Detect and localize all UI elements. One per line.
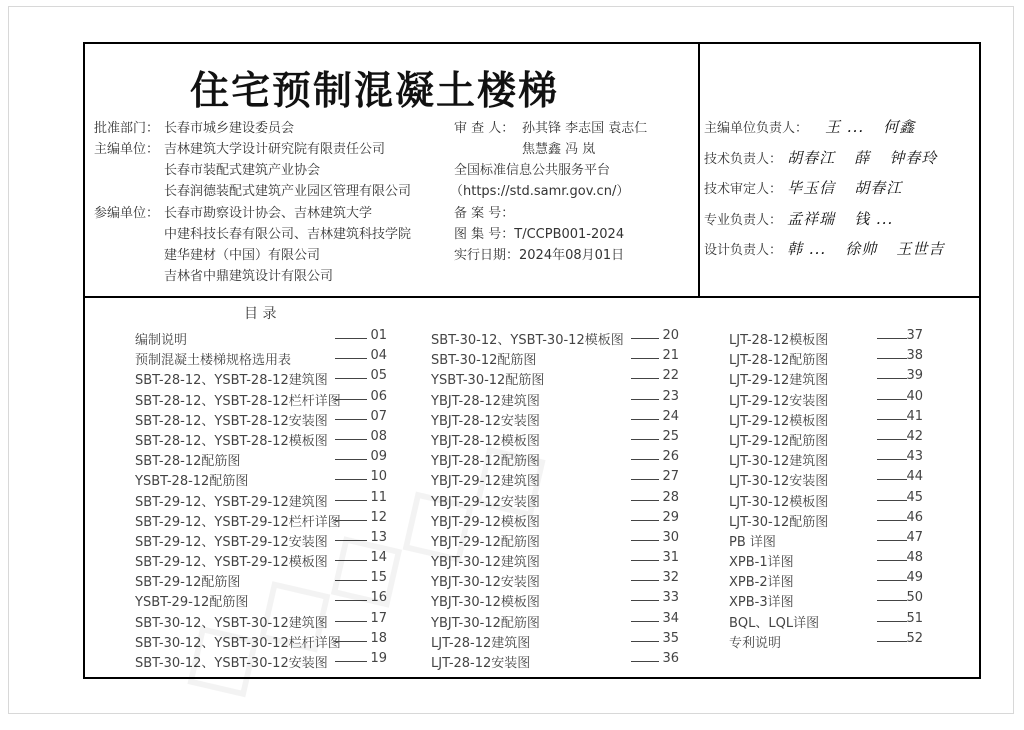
platform-line-1: 全国标准信息公共服务平台 bbox=[454, 163, 611, 178]
signature: 胡春江 bbox=[854, 179, 903, 197]
toc-entry-name: LJT-29-12配筋图 bbox=[729, 433, 829, 449]
toc-leader-line bbox=[631, 621, 659, 622]
effective-date: 实行日期：2024年08月01日 bbox=[454, 248, 625, 263]
toc-entry-name: LJT-30-12配筋图 bbox=[729, 514, 829, 530]
toc-entry-name: SBT-30-12、YSBT-30-12安装图 bbox=[135, 656, 328, 671]
toc-entry-name: SBT-28-12配筋图 bbox=[135, 454, 241, 470]
toc-leader-line bbox=[335, 358, 367, 359]
toc-entry-name: BQL、LQL详图 bbox=[729, 615, 820, 631]
toc-entry-name: XPB-2详图 bbox=[729, 575, 794, 591]
toc-entry-name: YSBT-30-12配筋图 bbox=[431, 373, 545, 389]
signature-label: 主编单位负责人： bbox=[704, 121, 809, 136]
toc-entry-page: 23 bbox=[662, 388, 679, 404]
editor-value-3: 长春润德装配式建筑产业园区管理有限公司 bbox=[164, 184, 412, 199]
signature-row-professional-lead bbox=[704, 208, 907, 236]
toc-entry-page: 29 bbox=[662, 509, 679, 525]
toc-leader-line bbox=[631, 378, 659, 379]
signature: 韩 ... bbox=[787, 240, 827, 258]
participant-value-4: 吉林省中鼎建筑设计有限公司 bbox=[164, 269, 334, 284]
toc-entry-name: SBT-28-12、YSBT-28-12栏杆详图 bbox=[135, 393, 341, 409]
participant-label: 参编单位： bbox=[94, 206, 160, 221]
signature-label: 设计负责人： bbox=[704, 243, 783, 258]
toc-entry-name: YBJT-30-12建筑图 bbox=[431, 555, 540, 571]
toc-entry-page: 16 bbox=[370, 590, 387, 606]
toc-entry-page: 49 bbox=[906, 570, 923, 586]
toc-entry-page: 10 bbox=[370, 469, 387, 485]
toc-entry-name: YBJT-29-12建筑图 bbox=[431, 474, 540, 490]
toc-entry-name: XPB-1详图 bbox=[729, 555, 794, 571]
reviewer-line-2: 焦慧鑫 冯 岚 bbox=[522, 142, 596, 157]
toc-entry-name: SBT-30-12配筋图 bbox=[431, 353, 537, 369]
toc-entry-page: 07 bbox=[370, 408, 387, 424]
toc-entry-page: 01 bbox=[370, 328, 387, 343]
toc-entry-page: 50 bbox=[906, 590, 923, 606]
toc-leader-line bbox=[631, 419, 659, 420]
toc-entry-name: SBT-28-12、YSBT-28-12建筑图 bbox=[135, 373, 328, 389]
toc-entry-page: 45 bbox=[906, 489, 923, 505]
toc-entry-name: LJT-28-12配筋图 bbox=[729, 353, 829, 369]
toc-entry-name: LJT-28-12安装图 bbox=[431, 656, 531, 671]
toc-leader-line bbox=[335, 459, 367, 460]
toc-entry-page: 08 bbox=[370, 428, 387, 444]
toc-entry-page: 04 bbox=[370, 348, 387, 364]
toc-entry-name: SBT-30-12、YSBT-30-12建筑图 bbox=[135, 615, 328, 631]
toc-entry-page: 28 bbox=[662, 489, 679, 505]
toc-entry-name: LJT-30-12建筑图 bbox=[729, 454, 829, 470]
toc-leader-line bbox=[631, 479, 659, 480]
toc-entry-name: LJT-28-12建筑图 bbox=[431, 635, 531, 651]
toc-leader-line bbox=[335, 560, 367, 561]
toc-divider bbox=[85, 296, 979, 298]
signature: 王 ... bbox=[825, 118, 865, 136]
signature: 钟春玲 bbox=[889, 149, 938, 167]
toc-leader-line bbox=[631, 520, 659, 521]
toc-entry-page: 35 bbox=[662, 630, 679, 646]
toc-entry-page: 46 bbox=[906, 509, 923, 525]
toc-leader-line bbox=[335, 500, 367, 501]
toc-leader-line bbox=[335, 338, 367, 339]
toc-entry-page: 41 bbox=[906, 408, 923, 424]
toc-leader-line bbox=[631, 661, 659, 662]
toc-leader-line bbox=[335, 661, 367, 662]
toc-leader-line bbox=[335, 580, 367, 581]
toc-entry-page: 05 bbox=[370, 368, 387, 384]
toc-leader-line bbox=[335, 439, 367, 440]
toc-entry-name: SBT-30-12、YSBT-30-12栏杆详图 bbox=[135, 635, 341, 651]
toc-title: 目 录 bbox=[244, 306, 277, 322]
toc-entry-page: 38 bbox=[906, 348, 923, 364]
toc-entry-page: 31 bbox=[662, 550, 679, 566]
toc-entry-name: LJT-30-12模板图 bbox=[729, 494, 829, 510]
toc-entry-page: 09 bbox=[370, 449, 387, 465]
toc-entry-name: YBJT-29-12安装图 bbox=[431, 494, 540, 510]
signature: 胡春江 bbox=[787, 149, 836, 167]
toc-entry-name: YBJT-28-12建筑图 bbox=[431, 393, 540, 409]
toc-entry-name: YBJT-29-12模板图 bbox=[431, 514, 540, 530]
toc-leader-line bbox=[631, 560, 659, 561]
signature: 徐帅 bbox=[845, 240, 878, 258]
toc-leader-line bbox=[631, 439, 659, 440]
editor-value-1: 吉林建筑大学设计研究院有限责任公司 bbox=[164, 142, 386, 157]
signature: 孟祥瑞 bbox=[787, 210, 836, 228]
toc-entry-page: 26 bbox=[662, 449, 679, 465]
platform-line-2: （https://std.samr.gov.cn/） bbox=[450, 184, 630, 199]
toc-leader-line bbox=[335, 621, 367, 622]
toc-leader-line bbox=[335, 419, 367, 420]
toc-leader-line bbox=[631, 358, 659, 359]
toc-entry-name: YBJT-28-12配筋图 bbox=[431, 454, 540, 470]
signature: 何鑫 bbox=[883, 118, 916, 136]
toc-entry-name: SBT-30-12、YSBT-30-12模板图 bbox=[431, 333, 624, 348]
toc-entry-name: SBT-29-12、YSBT-29-12建筑图 bbox=[135, 494, 328, 510]
toc-entry-name: 专利说明 bbox=[729, 635, 782, 651]
record-number: 备 案 号： bbox=[454, 206, 515, 221]
signature-row-tech-review bbox=[704, 177, 916, 205]
toc-entry-name: XPB-3详图 bbox=[729, 595, 794, 611]
toc-entry-page: 15 bbox=[370, 570, 387, 586]
toc-leader-line bbox=[631, 641, 659, 642]
toc-entry-name: PB 详图 bbox=[729, 534, 776, 550]
toc-entry-page: 22 bbox=[662, 368, 679, 384]
signature: 薛 bbox=[854, 149, 871, 167]
toc-entry-page: 37 bbox=[906, 328, 923, 343]
toc-entry-name: SBT-29-12配筋图 bbox=[135, 575, 241, 591]
reviewer-line-1: 孙其锋 李志国 袁志仁 bbox=[522, 121, 648, 136]
editor-value-2: 长春市装配式建筑产业协会 bbox=[164, 163, 321, 178]
toc-entry-name: SBT-29-12、YSBT-29-12栏杆详图 bbox=[135, 514, 341, 530]
toc-entry-name: SBT-29-12、YSBT-29-12安装图 bbox=[135, 534, 328, 550]
toc-leader-line bbox=[335, 479, 367, 480]
toc-entry-name: LJT-28-12模板图 bbox=[729, 333, 829, 348]
signature-label: 专业负责人： bbox=[704, 213, 783, 228]
toc-entry-name: YBJT-29-12配筋图 bbox=[431, 534, 540, 550]
toc-entry-page: 51 bbox=[906, 610, 923, 626]
toc-entry-page: 47 bbox=[906, 529, 923, 545]
toc-entry-page: 39 bbox=[906, 368, 923, 384]
toc-entry-name: YBJT-28-12模板图 bbox=[431, 433, 540, 449]
toc-entry-name: YBJT-30-12安装图 bbox=[431, 575, 540, 591]
toc-entry-name: SBT-28-12、YSBT-28-12安装图 bbox=[135, 413, 328, 429]
toc-entry-page: 42 bbox=[906, 428, 923, 444]
toc-leader-line bbox=[631, 459, 659, 460]
toc-entry-page: 17 bbox=[370, 610, 387, 626]
toc-entry-page: 33 bbox=[662, 590, 679, 606]
toc-entry-name: YSBT-29-12配筋图 bbox=[135, 595, 249, 611]
toc-entry-page: 18 bbox=[370, 630, 387, 646]
signature-row-chief-unit bbox=[704, 116, 929, 144]
toc-entry-page: 36 bbox=[662, 651, 679, 666]
toc-leader-line bbox=[335, 641, 367, 642]
toc-entry-name: 编制说明 bbox=[135, 333, 188, 348]
signature-label: 技术审定人： bbox=[704, 182, 783, 197]
participant-value-1: 长春市勘察设计协会、吉林建筑大学 bbox=[164, 206, 373, 221]
toc-entry-page: 44 bbox=[906, 469, 923, 485]
signature-label: 技术负责人： bbox=[704, 152, 783, 167]
toc-entry-name: LJT-29-12安装图 bbox=[729, 393, 829, 409]
toc-entry-page: 27 bbox=[662, 469, 679, 485]
toc-entry-page: 43 bbox=[906, 449, 923, 465]
toc-entry-name: LJT-29-12模板图 bbox=[729, 413, 829, 429]
toc-leader-line bbox=[631, 580, 659, 581]
toc-entry-name: 预制混凝土楼梯规格选用表 bbox=[135, 353, 292, 369]
editor-label: 主编单位： bbox=[94, 142, 160, 157]
toc-leader-line bbox=[631, 399, 659, 400]
toc-leader-line bbox=[631, 540, 659, 541]
toc-entry-page: 40 bbox=[906, 388, 923, 404]
toc-entry-name: LJT-29-12建筑图 bbox=[729, 373, 829, 389]
toc-entry-name: YSBT-28-12配筋图 bbox=[135, 474, 249, 490]
signature: 钱 ... bbox=[854, 210, 894, 228]
page-title: 住宅预制混凝土楼梯 bbox=[190, 69, 560, 114]
toc-entry-page: 48 bbox=[906, 550, 923, 566]
toc-leader-line bbox=[631, 600, 659, 601]
toc-entry-name: SBT-28-12、YSBT-28-12模板图 bbox=[135, 433, 328, 449]
toc-entry-page: 34 bbox=[662, 610, 679, 626]
toc-entry-page: 12 bbox=[370, 509, 387, 525]
reviewer-label: 审 查 人： bbox=[454, 121, 515, 136]
toc-entry-name: LJT-30-12安装图 bbox=[729, 474, 829, 490]
toc-entry-page: 14 bbox=[370, 550, 387, 566]
toc-leader-line bbox=[335, 600, 367, 601]
toc-entry-page: 24 bbox=[662, 408, 679, 424]
signature-row-tech-lead bbox=[704, 147, 951, 175]
toc-entry-page: 19 bbox=[370, 651, 387, 666]
signature: 王世吉 bbox=[896, 240, 945, 258]
atlas-number: 图 集 号：T/CCPB001-2024 bbox=[454, 227, 625, 242]
participant-value-3: 建华建材（中国）有限公司 bbox=[164, 248, 321, 263]
toc-entry-page: 21 bbox=[662, 348, 679, 364]
toc-entry-name: YBJT-28-12安装图 bbox=[431, 413, 540, 429]
toc-entry-name: YBJT-30-12模板图 bbox=[431, 595, 540, 611]
signature: 毕玉信 bbox=[787, 179, 836, 197]
toc-entry-page: 11 bbox=[370, 489, 387, 505]
toc-leader-line bbox=[631, 338, 659, 339]
toc-entry-page: 06 bbox=[370, 388, 387, 404]
participant-value-2: 中建科技长春有限公司、吉林建筑科技学院 bbox=[164, 227, 412, 242]
header-divider bbox=[698, 44, 700, 296]
toc-entry-page: 30 bbox=[662, 529, 679, 545]
toc-leader-line bbox=[335, 399, 367, 400]
toc-entry-name: YBJT-30-12配筋图 bbox=[431, 615, 540, 631]
toc-leader-line bbox=[335, 520, 367, 521]
toc-entry-page: 32 bbox=[662, 570, 679, 586]
toc-leader-line bbox=[335, 540, 367, 541]
toc-entry-page: 52 bbox=[906, 630, 923, 646]
toc-entry-page: 20 bbox=[662, 328, 679, 343]
toc-entry-page: 25 bbox=[662, 428, 679, 444]
toc-entry-name: SBT-29-12、YSBT-29-12模板图 bbox=[135, 555, 328, 571]
approval-value: 长春市城乡建设委员会 bbox=[164, 121, 295, 136]
approval-label: 批准部门： bbox=[94, 121, 160, 136]
signature-row-design-lead bbox=[704, 238, 958, 266]
toc-entry-page: 13 bbox=[370, 529, 387, 545]
toc-leader-line bbox=[335, 378, 367, 379]
toc-leader-line bbox=[631, 500, 659, 501]
